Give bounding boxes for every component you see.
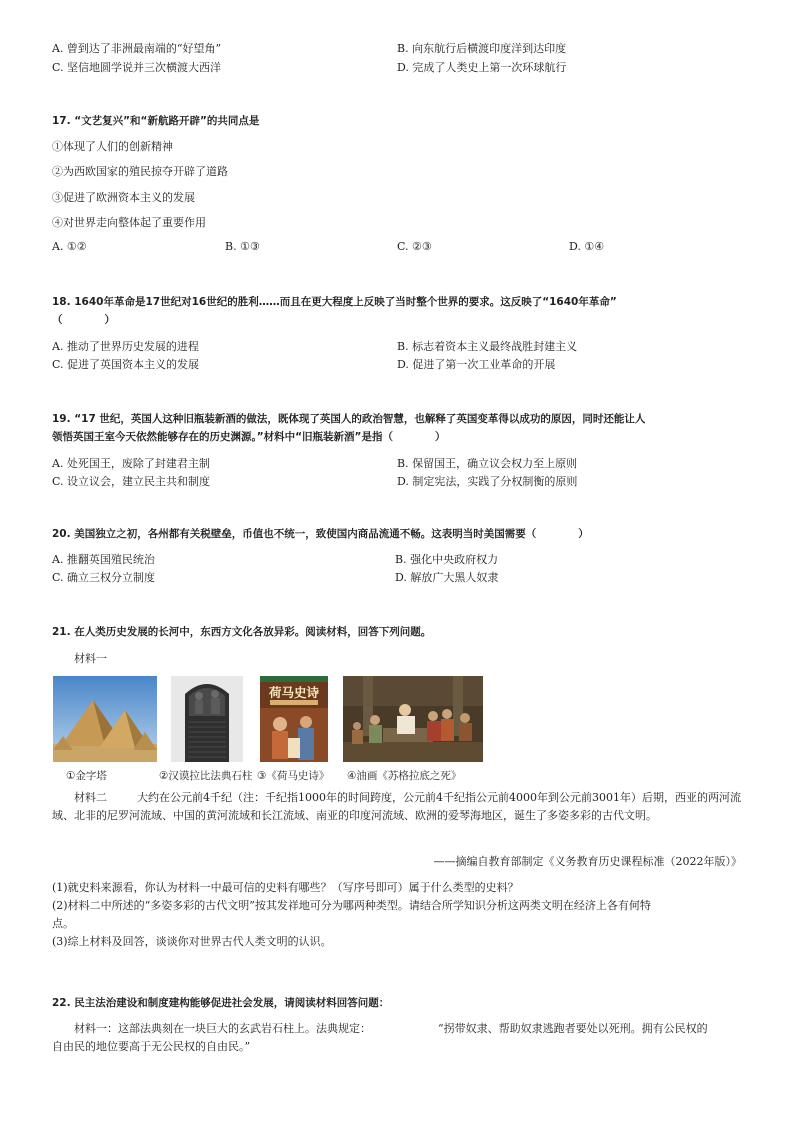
q21-source: ——摘编自教育部制定《义务教育历史课程标准（2022年版）》 bbox=[433, 855, 742, 868]
q19-stem-line2: 领悟英国王室今天依然能够存在的历史渊源。”材料中“旧瓶装新酒”是指（ ） bbox=[52, 431, 446, 443]
q17-option-d: D. ①④ bbox=[569, 240, 605, 253]
q17-option-a: A. ①② bbox=[52, 240, 87, 253]
q16-option-a: A. 曾到达了非洲最南端的“好望角” bbox=[52, 42, 222, 55]
hammurabi-stele-image bbox=[171, 676, 243, 762]
q19-option-a: A. 处死国王，废除了封建君主制 bbox=[52, 457, 210, 470]
q17-option-c: C. ②③ bbox=[397, 240, 432, 253]
q18-option-b: B. 标志着资本主义最终战胜封建主义 bbox=[397, 340, 578, 353]
q18-stem-line2: （ ） bbox=[52, 314, 115, 326]
q22-material1-line2: 自由民的地位要高于无公民权的自由民。” bbox=[52, 1040, 251, 1053]
q17-item-4: ④对世界走向整体起了重要作用 bbox=[52, 216, 206, 229]
q22-material1-part2: “拐带奴隶、帮助奴隶逃跑者要处以死刑。拥有公民权的 bbox=[438, 1022, 708, 1035]
caption-homer: ③《荷马史诗》 bbox=[257, 770, 330, 782]
q19-option-c: C. 设立议会，建立民主共和制度 bbox=[52, 475, 211, 488]
q21-stem: 21. 在人类历史发展的长河中，东西方文化各放异彩。阅读材料，回答下列问题。 bbox=[52, 626, 432, 638]
q20-option-d: D. 解放广大黑人奴隶 bbox=[395, 571, 499, 584]
death-of-socrates-painting-image bbox=[343, 676, 483, 762]
q19-option-b: B. 保留国王，确立议会权力至上原则 bbox=[397, 457, 578, 470]
pyramids-image bbox=[53, 676, 157, 762]
q18-option-d: D. 促进了第一次工业革命的开展 bbox=[397, 358, 556, 371]
q21-sub2-line2: 点。 bbox=[52, 917, 74, 930]
q21-material2-label: 材料二 bbox=[74, 791, 107, 804]
q17-stem: 17. “文艺复兴”和“新航路开辟”的共同点是 bbox=[52, 115, 260, 127]
q19-option-d: D. 制定宪法，实践了分权制衡的原则 bbox=[397, 475, 578, 488]
q16-option-c: C. 坚信地圆学说并三次横渡大西洋 bbox=[52, 61, 222, 74]
q21-sub3: (3)综上材料及回答，谈谈你对世界古代人类文明的认识。 bbox=[52, 935, 332, 948]
q22-material1-part1: 材料一：这部法典刻在一块巨大的玄武岩石柱上。法典规定： bbox=[74, 1022, 371, 1035]
q21-sub2-line1: (2)材料二中所述的“多姿多彩的古代文明”按其发祥地可分为哪两种类型。请结合所学知识分析这两类文明在经济上各有何特 bbox=[52, 899, 651, 912]
q21-material1-label: 材料一 bbox=[74, 652, 107, 665]
q17-item-3: ③促进了欧洲资本主义的发展 bbox=[52, 191, 195, 204]
q17-option-b: B. ①③ bbox=[225, 240, 260, 253]
q18-stem-line1: 18. 1640年革命是17世纪对16世纪的胜利……而且在更大程度上反映了当时整个世界的要求。这反映了“1640年革命” bbox=[52, 296, 617, 308]
q20-option-b: B. 强化中央政府权力 bbox=[395, 553, 499, 566]
q20-stem: 20. 美国独立之初，各州都有关税壁垒，币值也不统一，致使国内商品流通不畅。这表明当时美国需要（ ） bbox=[52, 528, 589, 540]
q22-stem: 22. 民主法治建设和制度建构能够促进社会发展，请阅读材料回答问题： bbox=[52, 997, 390, 1009]
q21-sub1: (1)就史料来源看，你认为材料一中最可信的史料有哪些？（写序号即可）属于什么类型的史料？ bbox=[52, 881, 519, 894]
q17-item-1: ①体现了人们的创新精神 bbox=[52, 140, 173, 153]
q16-option-d: D. 完成了人类史上第一次环球航行 bbox=[397, 61, 567, 74]
q20-option-a: A. 推翻英国殖民统治 bbox=[52, 553, 155, 566]
q21-material2 bbox=[52, 789, 742, 825]
q18-option-c: C. 促进了英国资本主义的发展 bbox=[52, 358, 200, 371]
q19-stem-line1: 19. “17 世纪，英国人这种旧瓶装新酒的做法，既体现了英国人的政治智慧，也解释了英国变革得以成功的原因，同时还能让人 bbox=[52, 413, 646, 425]
caption-hammurabi: ②汉谟拉比法典石柱 bbox=[159, 770, 253, 782]
q18-option-a: A. 推动了世界历史发展的进程 bbox=[52, 340, 199, 353]
q16-option-b: B. 向东航行后横渡印度洋到达印度 bbox=[397, 42, 567, 55]
q21-material2-text: 大约在公元前4千纪（注：千纪指1000年的时间跨度，公元前4千纪指公元前4000年到公元前3001年）后期，西亚的两河流域、北非的尼罗河流域、中国的黄河流域和长江流域、南亚的印度河流域、欧洲的爱琴海地区，诞生了多姿多彩的古代文明。 bbox=[52, 791, 741, 822]
caption-pyramids: ①金字塔 bbox=[66, 770, 107, 782]
book-title: 荷马史诗 bbox=[268, 685, 319, 700]
q17-item-2: ②为西欧国家的殖民掠夺开辟了道路 bbox=[52, 165, 228, 178]
homer-epic-book-image bbox=[260, 676, 328, 762]
caption-socrates: ④油画《苏格拉底之死》 bbox=[347, 770, 462, 782]
q20-option-c: C. 确立三权分立制度 bbox=[52, 571, 156, 584]
